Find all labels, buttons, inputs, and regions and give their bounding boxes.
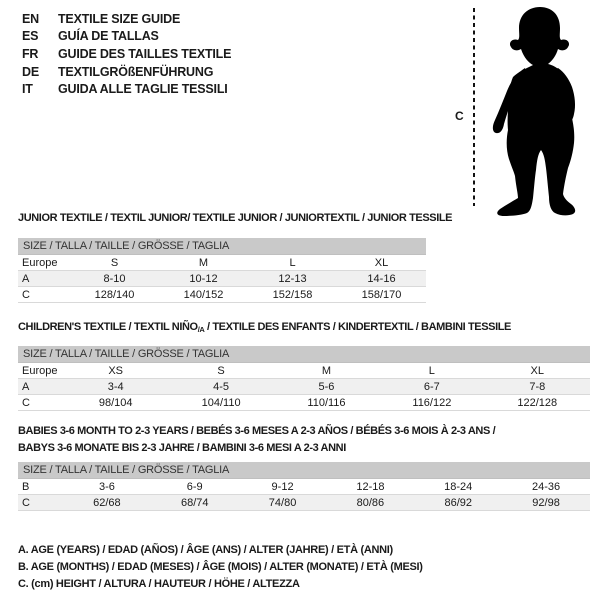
size-header-bar: [18, 238, 426, 255]
language-label: GUIDA ALLE TAGLIE TESSILI: [58, 82, 228, 97]
language-code: ES: [22, 29, 39, 44]
size-cell: 86/92: [414, 495, 502, 511]
language-code: IT: [22, 82, 33, 97]
row-label-cell: A: [18, 271, 70, 287]
size-cell: S: [70, 255, 159, 271]
language-row-fr: [22, 45, 231, 63]
row-label-cell: Europe: [18, 255, 70, 271]
size-cell: 98/104: [63, 395, 168, 411]
size-cell: XS: [63, 363, 168, 379]
footnote-line-c: C. (cm) HEIGHT / ALTURA / HAUTEUR / HÖHE / ALTEZZA: [18, 577, 300, 590]
size-cell: 6-7: [379, 379, 484, 395]
height-marker-label: C: [455, 109, 464, 123]
row-label-cell: Europe: [18, 363, 63, 379]
footnote-line-b: B. AGE (MONTHS) / EDAD (MESES) / ÂGE (MOIS) / ALTER (MONATE) / ETÀ (MESI): [18, 560, 423, 573]
size-cell: 9-12: [239, 479, 327, 495]
language-row-de: [22, 63, 231, 81]
size-header-bar: [18, 462, 590, 479]
children-table-title: [18, 321, 511, 334]
size-cell: 8-10: [70, 271, 159, 287]
language-label: GUÍA DE TALLAS: [58, 29, 159, 44]
size-cell: 68/74: [151, 495, 239, 511]
size-cell: XL: [337, 255, 426, 271]
row-label-cell: C: [18, 287, 70, 303]
table-row: [18, 271, 426, 287]
toddler-silhouette-icon: [482, 4, 598, 216]
language-code: FR: [22, 46, 39, 61]
size-cell: 6-9: [151, 479, 239, 495]
footnotes: [18, 542, 423, 593]
size-cell: 74/80: [239, 495, 327, 511]
children-size-table: [18, 346, 590, 411]
language-label: TEXTILGRÖßENFÜHRUNG: [58, 64, 214, 79]
size-cell: 80/86: [326, 495, 414, 511]
table-row: [18, 379, 590, 395]
size-cell: 62/68: [63, 495, 151, 511]
size-header-bar: [18, 346, 590, 363]
junior-table-title: JUNIOR TEXTILE / TEXTIL JUNIOR/ TEXTILE JUNIOR / JUNIORTEXTIL / JUNIOR TESSILE: [18, 212, 453, 224]
size-cell: L: [248, 255, 337, 271]
size-cell: 128/140: [70, 287, 159, 303]
size-cell: 140/152: [159, 287, 248, 303]
size-cell: S: [168, 363, 273, 379]
size-cell: XL: [485, 363, 590, 379]
language-row-it: [22, 80, 231, 98]
size-cell: 5-6: [274, 379, 379, 395]
size-cell: 152/158: [248, 287, 337, 303]
size-cell: 12-18: [326, 479, 414, 495]
babies-title-line1: BABIES 3-6 MONTH TO 2-3 YEARS / BEBÉS 3-6 MESES A 2-3 AÑOS / BÉBÉS 3-6 MOIS À 2-3 ANS /: [18, 425, 496, 437]
babies-table-title: [18, 423, 495, 457]
children-title-prefix: CHILDREN'S TEXTILE / TEXTIL NIÑO: [18, 321, 198, 333]
babies-title-line2: BABYS 3-6 MONATE BIS 2-3 JAHRE / BAMBINI 3-6 MESI A 2-3 ANNI: [18, 442, 346, 454]
language-header: [22, 10, 231, 98]
size-cell: L: [379, 363, 484, 379]
table-row: [18, 479, 590, 495]
language-code: EN: [22, 11, 39, 26]
row-label-cell: A: [18, 379, 63, 395]
junior-size-table: [18, 238, 426, 303]
table-row: [18, 287, 426, 303]
size-cell: 116/122: [379, 395, 484, 411]
size-cell: 104/110: [168, 395, 273, 411]
size-cell: 4-5: [168, 379, 273, 395]
row-label-cell: B: [18, 479, 63, 495]
size-header-label: SIZE / TALLA / TAILLE / GRÖSSE / TAGLIA: [18, 462, 590, 479]
size-cell: 14-16: [337, 271, 426, 287]
height-dash-line: [473, 8, 475, 206]
size-cell: 12-13: [248, 271, 337, 287]
children-title-sub: /A: [197, 325, 205, 334]
size-cell: M: [159, 255, 248, 271]
table-row: [18, 255, 426, 271]
size-cell: 18-24: [414, 479, 502, 495]
language-label: TEXTILE SIZE GUIDE: [58, 11, 181, 26]
size-cell: M: [274, 363, 379, 379]
row-label-cell: C: [18, 395, 63, 411]
size-cell: 10-12: [159, 271, 248, 287]
size-cell: 24-36: [502, 479, 590, 495]
children-title-suffix: / TEXTILE DES ENFANTS / KINDERTEXTIL / BAMBINI TESSILE: [204, 321, 511, 333]
table-row: [18, 363, 590, 379]
size-cell: 122/128: [485, 395, 590, 411]
size-cell: 92/98: [502, 495, 590, 511]
babies-size-table: [18, 462, 590, 511]
language-row-es: [22, 28, 231, 46]
size-header-label: SIZE / TALLA / TAILLE / GRÖSSE / TAGLIA: [18, 346, 590, 363]
row-label-cell: C: [18, 495, 63, 511]
language-code: DE: [22, 64, 39, 79]
size-header-label: SIZE / TALLA / TAILLE / GRÖSSE / TAGLIA: [18, 238, 426, 255]
table-row: [18, 395, 590, 411]
size-cell: 3-4: [63, 379, 168, 395]
table-row: [18, 495, 590, 511]
size-cell: 158/170: [337, 287, 426, 303]
footnote-line-a: A. AGE (YEARS) / EDAD (AÑOS) / ÂGE (ANS) / ALTER (JAHRE) / ETÀ (ANNI): [18, 544, 393, 556]
size-cell: 7-8: [485, 379, 590, 395]
size-cell: 3-6: [63, 479, 151, 495]
size-cell: 110/116: [274, 395, 379, 411]
language-row-en: [22, 10, 231, 28]
language-label: GUIDE DES TAILLES TEXTILE: [58, 46, 232, 61]
